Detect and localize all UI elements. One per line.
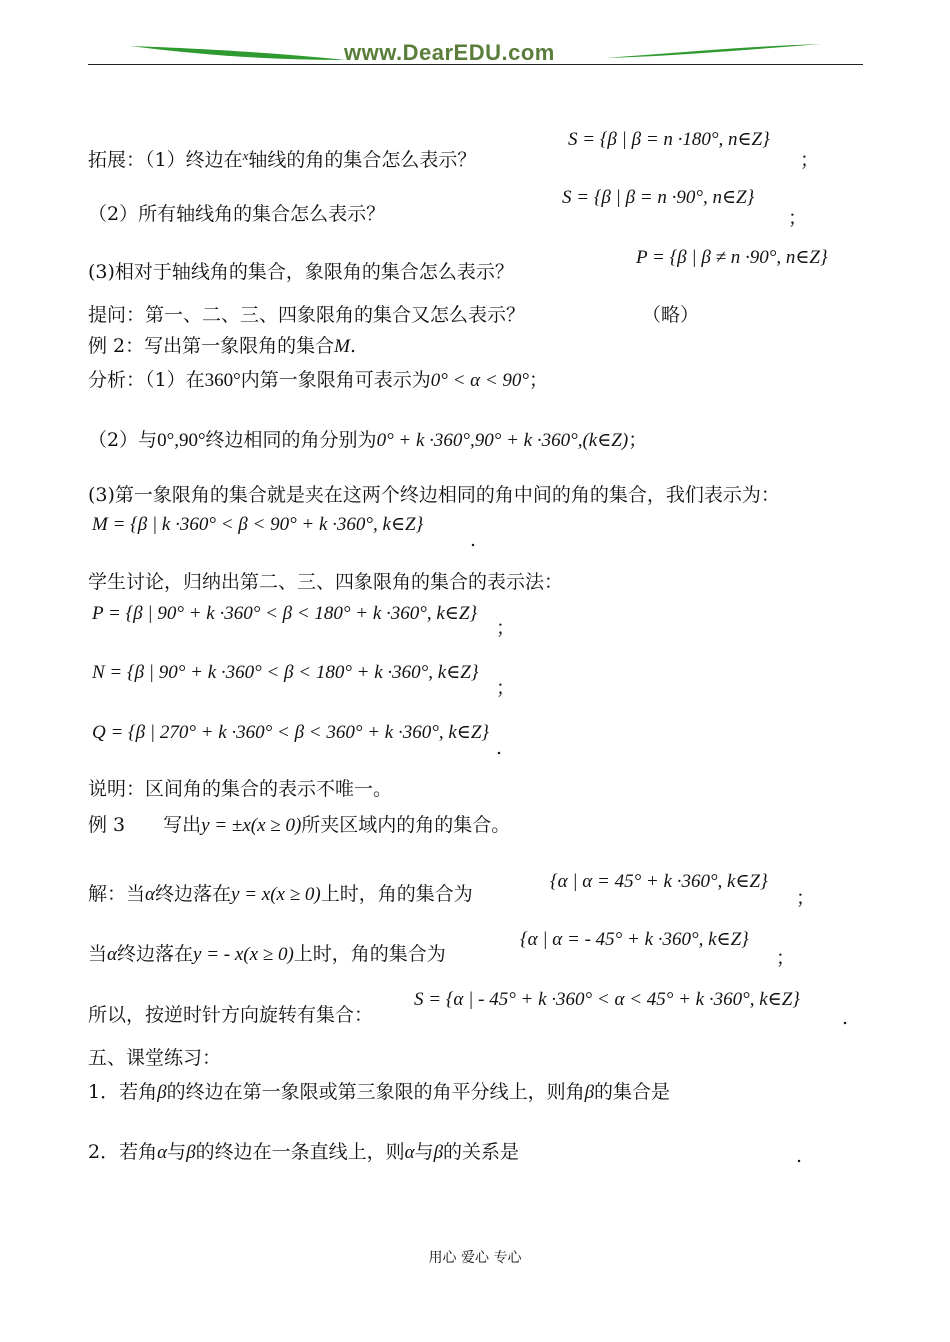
line-analysis-1 — [88, 368, 548, 393]
text: 分析：（1）在 — [88, 369, 205, 391]
formula-P: P = {β | 90° + k ·360° < β < 180° + k ·360°, k∈Z} — [92, 603, 478, 624]
text: 所夹区域内的角的集合。 — [301, 814, 511, 836]
header-swoosh-right — [604, 36, 824, 64]
line-conclusion: 所以，按逆时针方向旋转有集合： — [88, 1004, 374, 1026]
math: 360° — [204, 370, 241, 391]
line-example-2 — [88, 334, 356, 359]
semicolon: ； — [788, 207, 808, 229]
practice-item-2 — [88, 1140, 519, 1165]
line-question: 提问：第一、二、三、四象限角的集合又怎么表示？ — [88, 304, 526, 326]
line-extension-3: (3)相对于轴线角的集合，象限角的集合怎么表示？ — [88, 261, 514, 283]
formula-M: M = {β | k ·360° < β < 90° + k ·360°, k∈Z} — [92, 514, 424, 535]
text: 上时，角的集合为 — [293, 943, 446, 965]
period: . — [496, 737, 503, 759]
period: . — [470, 529, 477, 551]
formula-l3: P = {β | β ≠ n ·90°, n∈Z} — [636, 247, 828, 268]
math: 0° + k ·360°,90° + k ·360°,(k∈Z) — [376, 430, 629, 451]
period: . — [842, 1007, 849, 1029]
math: y = ±x(x ≥ 0) — [201, 815, 302, 836]
var-M: M — [334, 336, 350, 357]
text: 的集合是 — [594, 1081, 671, 1103]
text: 与 — [167, 1141, 187, 1163]
var-x: x — [242, 148, 249, 163]
semicolon: ； — [800, 149, 820, 171]
var-beta: β — [186, 1142, 196, 1163]
formula-N: N = {β | 90° + k ·360° < β < 180° + k ·360°, k∈Z} — [92, 662, 479, 683]
section-practice: 五、课堂练习： — [88, 1047, 222, 1069]
line-note: 说明：区间角的集合的表示不唯一。 — [88, 778, 393, 800]
var-beta: β — [157, 1082, 167, 1103]
semicolon: ； — [496, 677, 516, 699]
text: （2）与 — [88, 429, 158, 451]
semicolon: ； — [496, 617, 516, 639]
text: 拓展：（1）终边在 — [88, 149, 243, 171]
var-alpha: α — [145, 884, 155, 905]
text: 的终边在第一象限或第三象限的角平分线上，则角 — [166, 1081, 585, 1103]
var-alpha: α — [157, 1142, 168, 1163]
site-logo: www.DearEDU.com — [344, 40, 555, 65]
text: 例 2：写出第一象限角的集合 — [88, 335, 335, 357]
line-solution-1 — [88, 882, 473, 907]
text: 内第一象限角可表示为 — [240, 369, 431, 391]
text: ； — [628, 429, 648, 451]
formula-l1: S = {β | β = n ·180°, n∈Z} — [568, 129, 770, 150]
formula-l2: S = {β | β = n ·90°, n∈Z} — [562, 187, 755, 208]
formula-solution-1: {α | α = 45° + k ·360°, k∈Z} — [550, 871, 768, 892]
text: 上时，角的集合为 — [320, 883, 473, 905]
math: y = x(x ≥ 0) — [231, 884, 321, 905]
text: ； — [529, 369, 549, 391]
var-beta: β — [433, 1142, 444, 1163]
var-beta: β — [584, 1082, 595, 1103]
formula-Q: Q = {β | 270° + k ·360° < β < 360° + k ·360°, k∈Z} — [92, 722, 489, 743]
text: . — [349, 335, 357, 357]
text: 例 3 写出 — [88, 814, 202, 836]
line-extension-1 — [88, 144, 476, 172]
text: 终边落在 — [155, 883, 232, 905]
var-alpha: α — [107, 944, 117, 965]
math: y = - x(x ≥ 0) — [193, 944, 294, 965]
text: 轴线的角的集合怎么表示？ — [248, 149, 477, 171]
practice-item-1 — [88, 1080, 670, 1105]
period: . — [796, 1145, 803, 1167]
text: 的终边在一条直线上，则 — [195, 1141, 405, 1163]
line-example-3 — [88, 813, 510, 838]
text: 终边相同的角分别为 — [205, 429, 377, 451]
page-footer: 用心 爱心 专心 — [428, 1250, 522, 1266]
line-extension-2: （2）所有轴线角的集合怎么表示？ — [88, 203, 386, 225]
text: 2．若角 — [88, 1141, 158, 1163]
math: 0°,90° — [157, 430, 206, 451]
line-solution-2 — [88, 942, 446, 967]
text: 1．若角 — [88, 1081, 158, 1103]
math: 0° < α < 90° — [430, 370, 530, 391]
line-analysis-2 — [88, 428, 647, 453]
text: 终边落在 — [117, 943, 194, 965]
formula-S: S = {α | - 45° + k ·360° < α < 45° + k ·360°, k∈Z} — [414, 989, 800, 1010]
header-rule — [88, 64, 863, 65]
text: 的关系是 — [443, 1141, 520, 1163]
text: 当 — [88, 943, 108, 965]
formula-solution-2: {α | α = - 45° + k ·360°, k∈Z} — [520, 929, 749, 950]
line-analysis-3: (3)第一象限角的集合就是夹在这两个终边相同的角中间的角的集合，我们表示为： — [88, 484, 780, 506]
note-omitted: （略） — [642, 304, 700, 326]
text: 与 — [414, 1141, 434, 1163]
semicolon: ； — [796, 887, 816, 909]
semicolon: ； — [776, 947, 796, 969]
line-discussion: 学生讨论，归纳出第二、三、四象限角的集合的表示法： — [88, 571, 564, 593]
text: 解：当 — [88, 883, 146, 905]
header-swoosh-left — [128, 38, 348, 66]
var-alpha: α — [404, 1142, 415, 1163]
